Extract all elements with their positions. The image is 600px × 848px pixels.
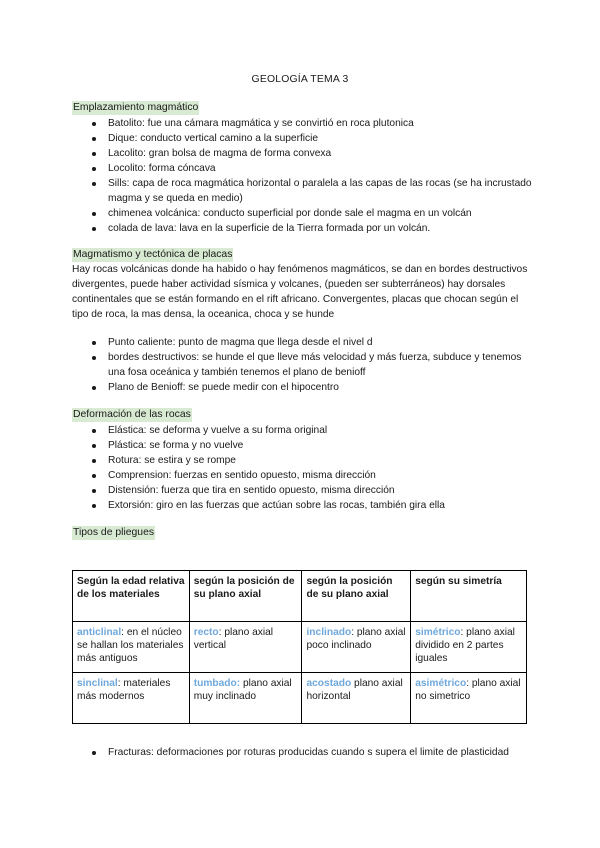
fold-term: sinclinal (77, 678, 118, 689)
list-item: chimenea volcánica: conducto superficial por donde sale el magma en un volcán (72, 206, 532, 221)
section-heading-pliegues: Tipos de pliegues (73, 527, 155, 538)
fold-description: plano axial horizontal (306, 678, 403, 702)
list-item: Locolito: forma cóncava (72, 161, 532, 176)
table-cell (411, 673, 527, 724)
table-header-row (73, 571, 527, 622)
table-header-cell: Según la edad relativa de los materiales (73, 571, 190, 622)
fold-term: inclinado (306, 627, 352, 638)
table-row (73, 622, 527, 673)
section-heading-deformacion: Deformación de las rocas (73, 409, 191, 420)
table-header-cell: según su simetría (411, 571, 527, 622)
table-row (73, 673, 527, 724)
list-item: Fracturas: deformaciones por roturas producidas cuando s supera el limite de plasticidad (72, 745, 532, 760)
section-heading-emplazamiento: Emplazamiento magmático (73, 102, 199, 113)
magmatismo-paragraph: Hay rocas volcánicas donde ha habido o hay fenómenos magmáticos, se dan en bordes destructivos divergentes, puede haber actividad sísmica y volcanes, (pueden ser subterráneos) hay dorsales continentales que se están formando en el rift africano. Convergentes, placas que chocan según el tipo de roca, la mas densa, la oceanica, choca y se hunde (72, 264, 528, 320)
list-item: Rotura: se estira y se rompe (72, 453, 532, 468)
section-heading-magmatismo: Magmatismo y tectónica de placas (73, 249, 233, 260)
fold-term: anticlinal (77, 627, 122, 638)
fracturas-list (72, 745, 532, 760)
fold-term: recto (193, 627, 219, 638)
folds-table (72, 570, 527, 724)
deformacion-list (72, 423, 532, 513)
fold-term: asimétrico (415, 678, 467, 689)
list-item: Lacolito: gran bolsa de magma de forma convexa (72, 146, 532, 161)
fold-description: : plano axial no simetrico (415, 678, 521, 702)
list-item: Distensión: fuerza que tira en sentido opuesto, misma dirección (72, 483, 532, 498)
list-item: Dique: conducto vertical camino a la superficie (72, 131, 532, 146)
table-header-cell: según la posición de su plano axial (189, 571, 302, 622)
table-header-cell: según la posición de su plano axial (302, 571, 411, 622)
list-item: Elástica: se deforma y vuelve a su forma original (72, 423, 532, 438)
emplazamiento-list (72, 116, 532, 236)
fold-description: : en el núcleo se hallan los materiales más antiguos (77, 627, 184, 664)
magmatismo-list (72, 335, 532, 395)
list-item: Punto caliente: punto de magma que llega desde el nivel d (72, 335, 532, 350)
list-item: Batolito: fue una cámara magmática y se convirtió en roca plutonica (72, 116, 532, 131)
list-item: Plástica: se forma y no vuelve (72, 438, 532, 453)
fold-description: : plano axial dividido en 2 partes iguales (415, 627, 515, 664)
list-item: bordes destructivos: se hunde el que lleve más velocidad y más fuerza, subduce y tenemos una fosa oceánica y también tenemos el plano de benioff (72, 350, 532, 380)
fold-term: simétrico (415, 627, 461, 638)
table-cell (189, 673, 302, 724)
fold-description: plano axial muy inclinado (193, 678, 292, 702)
table-cell (411, 622, 527, 673)
list-item: Plano de Benioff: se puede medir con el hipocentro (72, 380, 532, 395)
table-cell (302, 622, 411, 673)
list-item: Comprension: fuerzas en sentido opuesto, misma dirección (72, 468, 532, 483)
fold-description: : plano axial poco inclinado (306, 627, 406, 651)
table-cell (302, 673, 411, 724)
table-cell (189, 622, 302, 673)
document-title: GEOLOGÍA TEMA 3 (251, 74, 349, 85)
table-cell (73, 673, 190, 724)
fold-term: tumbado: (193, 678, 241, 689)
fold-description: : materiales más modernos (77, 678, 171, 702)
fold-description: : plano axial vertical (193, 627, 274, 651)
list-item: colada de lava: lava en la superficie de la Tierra formada por un volcán. (72, 221, 532, 236)
fold-term: acostado (306, 678, 352, 689)
list-item: Sills: capa de roca magmática horizontal o paralela a las capas de las rocas (se ha incrustado magma y se queda en medio) (72, 176, 532, 206)
table-cell (73, 622, 190, 673)
list-item: Extorsión: giro en las fuerzas que actúan sobre las rocas, también gira ella (72, 498, 532, 513)
